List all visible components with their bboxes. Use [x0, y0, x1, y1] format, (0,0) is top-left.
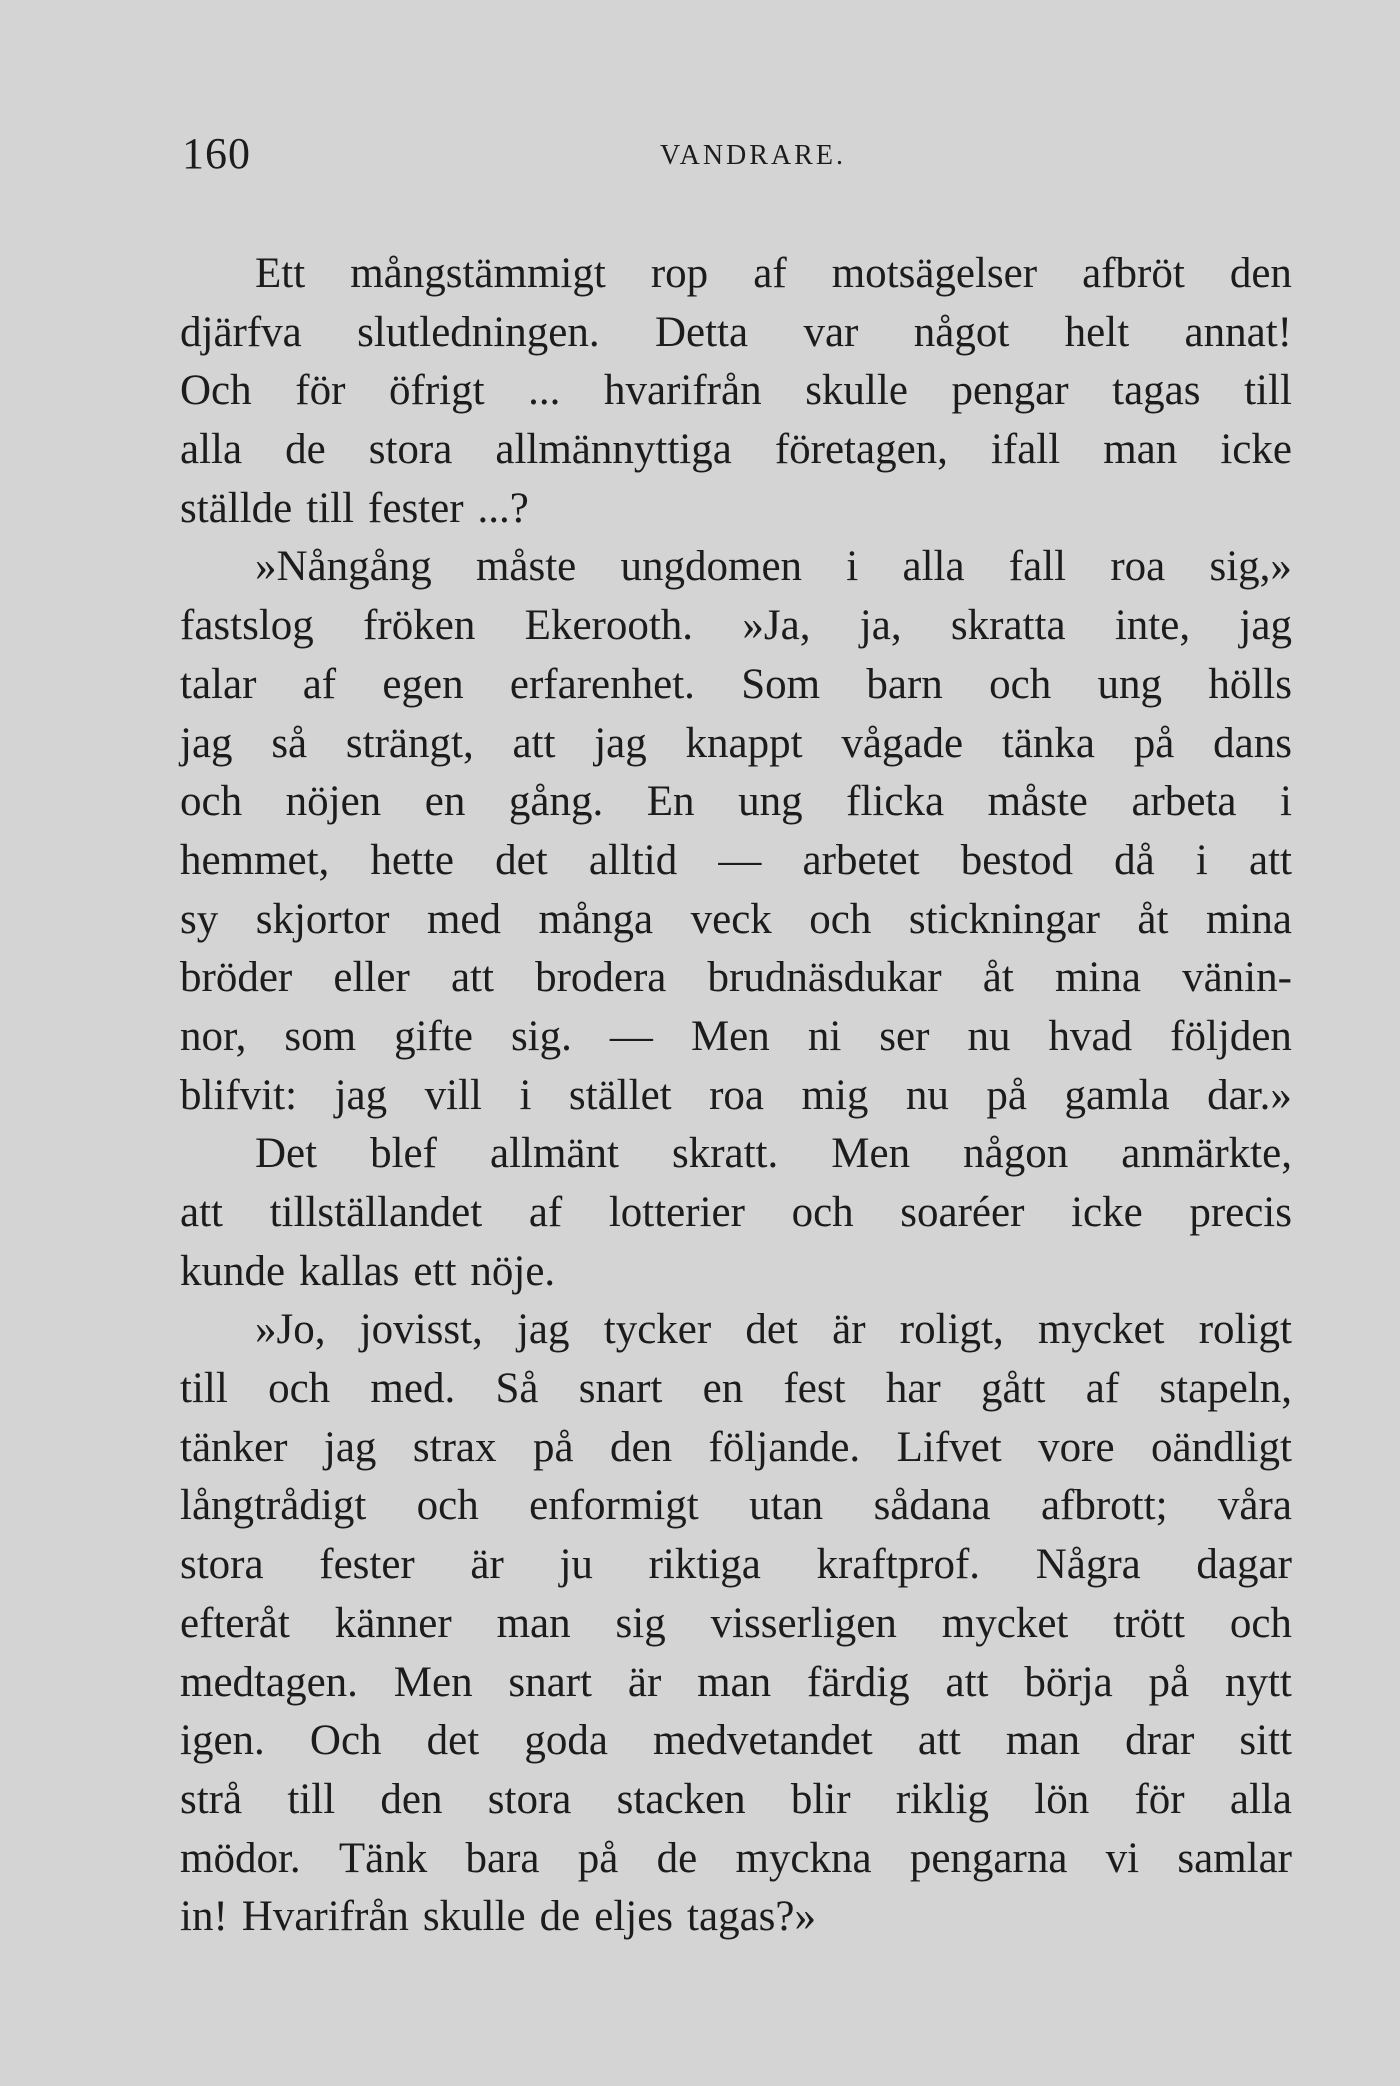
- word: hölls: [1208, 660, 1292, 708]
- word: mångstämmigt: [350, 250, 606, 297]
- word: af: [302, 660, 337, 708]
- word: på: [532, 1423, 574, 1471]
- word: Hvarifrån: [241, 1893, 409, 1941]
- word: allmännyttiga: [495, 426, 732, 474]
- word: vågade: [841, 719, 964, 767]
- word: sig,»: [1209, 543, 1292, 591]
- word: —: [718, 836, 762, 884]
- word: bara: [465, 1834, 540, 1882]
- word: fall: [1008, 543, 1067, 591]
- word: den: [1229, 250, 1292, 297]
- word: det: [495, 836, 548, 884]
- word: var: [803, 308, 859, 356]
- word: Några: [1035, 1541, 1141, 1589]
- word: strax: [412, 1423, 497, 1471]
- word: en: [424, 778, 466, 826]
- running-head: [182, 128, 1292, 188]
- word: i: [846, 543, 859, 591]
- word: för: [295, 367, 346, 415]
- word: ...?: [477, 484, 529, 532]
- page-number: 160: [182, 129, 251, 178]
- word: riktiga: [648, 1541, 761, 1589]
- word: det: [745, 1306, 798, 1354]
- word: myckna: [735, 1834, 872, 1882]
- word: sy: [180, 895, 219, 943]
- word: stickningar: [908, 895, 1100, 943]
- word: roligt,: [899, 1306, 1004, 1354]
- word: veck: [690, 895, 772, 943]
- word: alltid: [588, 836, 678, 884]
- word: tagas?»: [687, 1893, 816, 1941]
- word: alla: [902, 543, 965, 591]
- text-line: [180, 245, 1292, 304]
- word: bröder: [180, 954, 293, 1002]
- text-line: [180, 1888, 1292, 1947]
- word: inte,: [1114, 602, 1191, 650]
- word: ung: [738, 778, 803, 826]
- word: nöje.: [470, 1247, 556, 1295]
- word: för: [1134, 1775, 1185, 1823]
- word: Ett: [255, 250, 306, 297]
- word: blir: [790, 1775, 851, 1823]
- word: på: [577, 1834, 619, 1882]
- word: tagas: [1112, 367, 1201, 415]
- word: igen.: [180, 1717, 265, 1765]
- word: till: [287, 1775, 336, 1823]
- word: riklig: [895, 1775, 989, 1823]
- word: gång.: [508, 778, 604, 826]
- text-line: [180, 1712, 1292, 1771]
- word: stället: [568, 1071, 672, 1119]
- word: så: [271, 719, 308, 767]
- word: ...: [528, 367, 561, 415]
- word: kunde: [180, 1247, 286, 1295]
- word: —: [609, 1012, 653, 1060]
- word: man: [496, 1599, 571, 1647]
- word: ifall: [990, 426, 1061, 474]
- word: på: [986, 1071, 1028, 1119]
- word: pengarna: [909, 1834, 1068, 1882]
- text-line: [180, 1067, 1292, 1126]
- text-line: [180, 1595, 1292, 1654]
- word: nor,: [180, 1012, 247, 1060]
- word: mina: [1054, 954, 1141, 1002]
- word: knappt: [685, 719, 803, 767]
- word: måste: [987, 778, 1088, 826]
- word: oändligt: [1151, 1423, 1292, 1471]
- text-line: [180, 1654, 1292, 1713]
- word: roligt: [1198, 1306, 1292, 1354]
- word: nöjen: [285, 778, 382, 826]
- word: flicka: [846, 778, 945, 826]
- word: af: [1085, 1365, 1120, 1413]
- word: Men: [393, 1658, 473, 1706]
- word: skulle: [805, 367, 908, 415]
- text-line: [180, 891, 1292, 950]
- word: Tänk: [338, 1834, 428, 1882]
- running-title: VANDRARE.: [660, 140, 846, 171]
- word: jag: [323, 1423, 377, 1471]
- word: brodera: [535, 954, 667, 1002]
- word: motsägelser: [831, 250, 1038, 297]
- text-line: [180, 1301, 1292, 1360]
- word: jag: [1239, 602, 1292, 650]
- text-line: [180, 949, 1292, 1008]
- word: trött: [1113, 1599, 1185, 1647]
- word: arbeta: [1131, 778, 1237, 826]
- word: roa: [1110, 543, 1166, 591]
- word: efteråt: [180, 1599, 290, 1647]
- word: har: [885, 1365, 941, 1413]
- text-line: [180, 1771, 1292, 1830]
- word: åt: [1137, 895, 1169, 943]
- word: fester: [368, 484, 464, 532]
- text-line: [180, 656, 1292, 715]
- word: ni: [807, 1012, 842, 1060]
- word: arbetet: [802, 836, 920, 884]
- word: snart: [508, 1658, 593, 1706]
- word: rop: [650, 250, 709, 297]
- word: ställde: [180, 484, 293, 532]
- body-text: [180, 245, 1292, 1947]
- word: alla: [180, 426, 243, 474]
- word: fastslog: [180, 602, 314, 650]
- word: Detta: [654, 308, 749, 356]
- word: stacken: [616, 1775, 746, 1823]
- word: roa: [709, 1071, 765, 1119]
- word: samlar: [1177, 1834, 1292, 1882]
- word: i: [519, 1071, 532, 1119]
- word: med: [426, 895, 502, 943]
- word: goda: [524, 1717, 608, 1765]
- word: fester: [319, 1541, 415, 1589]
- word: Ekerooth.: [524, 602, 694, 650]
- word: i: [1280, 778, 1292, 826]
- word: gifte: [394, 1012, 473, 1060]
- word: mödor.: [180, 1834, 301, 1882]
- word: alla: [1229, 1775, 1292, 1823]
- word: kraftprof.: [816, 1541, 981, 1589]
- word: att: [180, 1189, 223, 1236]
- word: börja: [1024, 1658, 1113, 1706]
- word: något: [913, 308, 1010, 356]
- text-line: [180, 1419, 1292, 1478]
- word: kallas: [299, 1247, 400, 1295]
- word: nytt: [1224, 1658, 1292, 1706]
- word: af: [753, 250, 787, 297]
- word: strå: [180, 1775, 243, 1823]
- word: mycket: [941, 1599, 1069, 1647]
- word: stora: [368, 426, 453, 474]
- word: visserligen: [710, 1599, 897, 1647]
- word: känner: [334, 1599, 452, 1647]
- word: in!: [180, 1893, 228, 1941]
- word: fest: [783, 1365, 846, 1413]
- word: till: [1244, 367, 1292, 415]
- word: eljes: [594, 1893, 674, 1941]
- word: icke: [1071, 1189, 1143, 1236]
- word: lotterier: [608, 1189, 745, 1236]
- word: slutledningen.: [357, 308, 600, 356]
- word: allmänt: [489, 1130, 619, 1178]
- word: då: [1114, 836, 1155, 884]
- word: drar: [1125, 1717, 1195, 1765]
- word: jag: [334, 1071, 388, 1119]
- word: stapeln,: [1159, 1365, 1292, 1413]
- word: medvetandet: [653, 1717, 873, 1765]
- word: eller: [333, 954, 410, 1002]
- word: åt: [982, 954, 1014, 1002]
- word: det: [426, 1717, 480, 1765]
- word: hette: [370, 836, 454, 884]
- word: och: [809, 895, 872, 943]
- word: precis: [1189, 1189, 1292, 1236]
- word: bestod: [960, 836, 1073, 884]
- text-line: [180, 1536, 1292, 1595]
- word: är: [470, 1541, 504, 1589]
- text-line: [180, 773, 1292, 832]
- word: Så: [495, 1365, 539, 1413]
- word: djärfva: [180, 308, 302, 356]
- word: att: [450, 954, 494, 1002]
- word: anmärkte,: [1121, 1130, 1292, 1178]
- word: de: [656, 1834, 698, 1882]
- word: Men: [690, 1012, 770, 1060]
- word: barn: [866, 660, 943, 708]
- word: mina: [1205, 895, 1292, 943]
- word: blef: [370, 1130, 437, 1178]
- word: ett: [413, 1247, 457, 1295]
- word: Och: [309, 1717, 382, 1765]
- word: »Nångång: [255, 543, 432, 591]
- word: som: [284, 1012, 357, 1060]
- word: följande.: [708, 1423, 861, 1471]
- word: de: [285, 426, 326, 474]
- text-line: [180, 1008, 1292, 1067]
- word: strängt,: [345, 719, 474, 767]
- word: skjortor: [255, 895, 390, 943]
- word: till: [180, 1365, 228, 1413]
- word: tänker: [180, 1423, 288, 1471]
- word: gamla: [1064, 1071, 1170, 1119]
- word: skratt.: [671, 1130, 779, 1178]
- word: man: [1103, 426, 1178, 474]
- word: i: [1195, 836, 1208, 884]
- word: Som: [741, 660, 821, 708]
- word: och: [416, 1482, 479, 1530]
- word: Lifvet: [896, 1423, 1002, 1471]
- text-line: [180, 1360, 1292, 1419]
- word: och: [268, 1365, 331, 1413]
- word: helt: [1064, 308, 1130, 356]
- word: icke: [1220, 426, 1292, 474]
- word: den: [609, 1423, 673, 1471]
- word: öfrigt: [389, 367, 485, 415]
- word: att: [1248, 836, 1292, 884]
- word: att: [512, 719, 556, 767]
- text-line: [180, 715, 1292, 774]
- word: är: [627, 1658, 662, 1706]
- word: En: [646, 778, 695, 826]
- word: många: [538, 895, 654, 943]
- word: jag: [594, 719, 647, 767]
- word: hvad: [1048, 1012, 1133, 1060]
- text-line: [180, 832, 1292, 891]
- word: dagar: [1196, 1541, 1292, 1589]
- word: ung: [1097, 660, 1163, 708]
- word: de: [539, 1893, 581, 1941]
- word: långtrådigt: [180, 1482, 367, 1530]
- word: företagen,: [774, 426, 948, 474]
- word: stora: [487, 1775, 572, 1823]
- word: en: [702, 1365, 744, 1413]
- word: snart: [578, 1365, 663, 1413]
- word: jovisst,: [359, 1306, 483, 1354]
- word: afbrott;: [1040, 1482, 1168, 1530]
- word: erfarenhet.: [509, 660, 695, 708]
- word: vore: [1038, 1423, 1115, 1471]
- word: stora: [180, 1541, 264, 1589]
- word: egen: [382, 660, 464, 708]
- word: och: [180, 778, 243, 826]
- word: färdig: [807, 1658, 910, 1706]
- word: vill: [424, 1071, 482, 1119]
- word: måste: [475, 543, 577, 591]
- word: mycket: [1037, 1306, 1165, 1354]
- word: skulle: [422, 1893, 526, 1941]
- text-line: [180, 362, 1292, 421]
- word: att: [917, 1717, 961, 1765]
- word: Det: [255, 1130, 318, 1178]
- word: sig.: [510, 1012, 572, 1060]
- word: att: [945, 1658, 989, 1706]
- text-line: [180, 538, 1292, 597]
- word: soaréer: [900, 1189, 1025, 1236]
- text-line: [180, 597, 1292, 656]
- word: ju: [559, 1541, 593, 1589]
- word: tycker: [603, 1306, 712, 1354]
- word: på: [1133, 719, 1175, 767]
- word: dans: [1213, 719, 1292, 767]
- word: man: [1005, 1717, 1080, 1765]
- word: och: [1229, 1599, 1292, 1647]
- word: vänin-: [1182, 954, 1292, 1002]
- word: ser: [879, 1012, 930, 1060]
- word: ja,: [859, 602, 902, 650]
- word: jag: [180, 719, 233, 767]
- word: tillställandet: [269, 1189, 483, 1236]
- text-line: [180, 1830, 1292, 1889]
- word: våra: [1217, 1482, 1292, 1530]
- word: nu: [967, 1012, 1011, 1060]
- word: medtagen.: [180, 1658, 358, 1706]
- text-line: [180, 1125, 1292, 1184]
- word: hvarifrån: [604, 367, 762, 415]
- word: »Jo,: [255, 1306, 326, 1354]
- text-line: [180, 480, 1292, 539]
- text-line: [180, 1243, 1292, 1302]
- word: på: [1148, 1658, 1190, 1706]
- word: jag: [516, 1306, 570, 1354]
- word: följden: [1170, 1012, 1292, 1060]
- word: pengar: [951, 367, 1069, 415]
- word: någon: [963, 1130, 1069, 1178]
- text-line: [180, 1184, 1292, 1243]
- text-line: [180, 421, 1292, 480]
- word: är: [832, 1306, 866, 1354]
- word: man: [697, 1658, 772, 1706]
- word: gått: [981, 1365, 1046, 1413]
- word: mig: [801, 1071, 869, 1119]
- word: Men: [831, 1130, 911, 1178]
- word: enformigt: [529, 1482, 699, 1530]
- word: vi: [1105, 1834, 1140, 1882]
- word: och: [989, 660, 1052, 708]
- word: talar: [180, 660, 257, 708]
- word: utan: [749, 1482, 824, 1530]
- word: den: [380, 1775, 443, 1823]
- word: tänka: [1001, 719, 1095, 767]
- word: »Ja,: [742, 602, 811, 650]
- word: Och: [180, 367, 252, 415]
- word: annat!: [1184, 308, 1292, 356]
- word: fröken: [363, 602, 476, 650]
- word: sitt: [1239, 1717, 1292, 1765]
- word: brudnäsdukar: [707, 954, 942, 1002]
- text-line: [180, 1477, 1292, 1536]
- word: sådana: [873, 1482, 991, 1530]
- word: blifvit:: [180, 1071, 298, 1119]
- word: lön: [1034, 1775, 1090, 1823]
- word: till: [306, 484, 355, 532]
- word: afbröt: [1082, 250, 1185, 297]
- word: sig: [615, 1599, 666, 1647]
- word: nu: [905, 1071, 949, 1119]
- word: med.: [370, 1365, 456, 1413]
- word: ungdomen: [620, 543, 803, 591]
- word: hemmet,: [180, 836, 330, 884]
- text-line: [180, 304, 1292, 363]
- word: af: [528, 1189, 563, 1236]
- word: och: [791, 1189, 854, 1236]
- word: skratta: [950, 602, 1066, 650]
- word: dar.»: [1207, 1071, 1292, 1119]
